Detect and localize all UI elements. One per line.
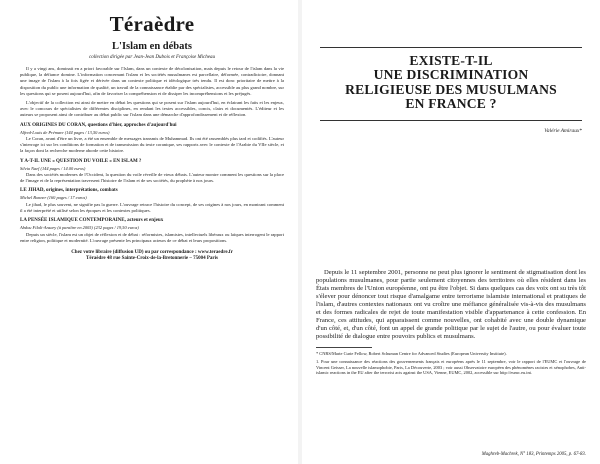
book-entry	[20, 123, 284, 155]
intro-paragraph: L'objectif de la collection est ainsi de mettre en débat les questions qui se posent sur l'islam aujourd'hui, en éclairant les faits et les enjeux, avec le concours de spécialistes de différentes disciplines, en rendant les textes accessibles, concis, clairs et documentés. L'éditeur et les auteurs se proposent ainsi de contribuer au débat public sur l'islam dans une démarche d'approfondissement et de réflexion.	[20, 100, 284, 118]
footnote-divider	[316, 347, 372, 348]
book-author: Alfred-Louis de Prémare	[20, 129, 64, 135]
article-author: Valérie Amiraux*	[544, 127, 582, 134]
book-meta	[20, 195, 284, 200]
footnote: 1. Pour une connaissance des réactions des gouvernements français et européens après le 11 septembre, voir le rapport de l'EUMC et l'ouvrage de Vincent Geisser, La nouvelle islamophobie, Paris, La Découverte, 2003 ; voir aussi Observatoire européen des phénomènes racistes et xénophobes, Anti-islamic reactions in the EU after the terrorist acts against the USA, Vienne, EUMC, 2002, accessible sur http://eumc.eu.int.	[316, 359, 586, 376]
book-details: (144 pages / 14.00 euros)	[40, 165, 86, 171]
article-title-line: UNE DISCRIMINATION	[373, 67, 529, 83]
publisher-address: Téraèdre 48 rue Sainte-Croix-de-la-Bretonnerie – 75004 Paris	[86, 256, 218, 262]
book-entry	[20, 218, 284, 244]
book-meta	[20, 166, 284, 171]
article-title-line: EN FRANCE ?	[405, 96, 497, 112]
book-title: AUX ORIGINES DU CORAN, questions d'hier, approches d'aujourd'hui	[20, 122, 177, 128]
publisher-name: Téraèdre	[109, 12, 195, 36]
book-summary: Dans des sociétés modernes de l'Occident, la question du voile réveille de vieux débats. L'auteur montre comment les questions sur la place de l'image et de la représentation traversent l'histoire de l'islam et de ses sociétés, du prophète à nos jours.	[20, 172, 284, 184]
article-title	[320, 47, 582, 121]
book-details: (144 pages / 13,50 euros)	[64, 129, 110, 135]
book-title: Y A-T-IL UNE « QUESTION DU VOILE » EN ISLAM ?	[20, 158, 142, 164]
book-summary: Le Coran, avant d'être un livre, a été un ensemble de messages transmis de Muhammad. Ils ont été rassemblés plus tard et codifiés. L'auteur s'interroge ici sur les conditions de formation et de transmission du texte coranique, ses rapports avec le contexte de l'Arabie du VIIe siècle, et la façon dont la recherche moderne aborde cette histoire.	[20, 136, 284, 154]
book-title: LA PENSÉE ISLAMIQUE CONTEMPORAINE, acteurs et enjeux	[20, 218, 164, 224]
collection-editors: collection dirigée par Jean-Jean Dubois et Françoise Micheau	[89, 55, 215, 60]
left-page	[0, 0, 298, 464]
ordering-line: Chez votre libraire (diffusion UD) ou par correspondance : www.teraedre.fr	[71, 250, 233, 256]
book-details: (160 pages / 17 euros)	[47, 195, 87, 201]
book-entry	[20, 188, 284, 214]
book-title: LE JIHAD, origines, interprétations, combats	[20, 188, 118, 194]
collection-title: L'Islam en débats	[112, 41, 192, 52]
book-author: Silvia Naef	[20, 165, 40, 171]
book-meta	[20, 225, 284, 230]
article-title-line: EXISTE-T-IL	[409, 53, 493, 68]
book-author: Michel Bonner	[20, 195, 47, 201]
book-entry	[20, 159, 284, 185]
footnote: * CNRS/Marie Curie Fellow, Robert Schuman Centre for Advanced Studies (European University Institute).	[316, 351, 507, 357]
ordering-info	[20, 250, 284, 262]
journal-citation: Maghreb-Machrek, N° 183, Printemps 2005, p. 67-83.	[481, 452, 586, 457]
book-summary: Le jihad, le plus souvent, ne signifie pas la guerre. L'ouvrage retrace l'histoire du concept, de ses origines à nos jours, en montrant comment il a été interprété et utilisé selon les époques et les contextes politiques.	[20, 201, 284, 214]
book-meta	[20, 130, 284, 135]
book-summary: Depuis un siècle, l'islam est un objet de réflexion et de débat : réformistes, islamistes, intellectuels libéraux ou laïques interrogent le rapport entre religion, politique et modernité. L'ouvrage présente les principaux acteurs de ce débat et leurs propositions.	[20, 231, 284, 243]
right-page	[302, 0, 600, 464]
book-author: Abdou Filali-Ansary	[20, 225, 57, 231]
book-details: (à paraître en 2005) (232 pages / 19,50 euros)	[57, 225, 139, 231]
article-paragraph: Depuis le 11 septembre 2001, personne ne peut plus ignorer le sentiment de stigmatisation dont les populations musulmanes, pour partie seulement citoyennes des territoires où elles résident dans les États membres de l'Union européenne, ont pu être l'objet. Si dans quelques cas des voix ont su très tôt s'élever pour dénoncer tout risque d'amalgame entre terrorisme islamiste international et pratiques de l'islam, d'autres contextes nationaux ont vu croître une méfiance généralisée vis-à-vis des musulmans et des formes radicales de rejet de toute manifestation visible d'appartenance à cette confession. En France, ces attitudes, qui apparaissent comme nouvelles, ont cohabité avec une double dynamique d'un côté, et, d'un côté, font un appel de grande politique par le sujet de l'autre, ou pour évaluer toute possibilité de dialogue entre pouvoirs publics et musulmans.	[316, 268, 586, 341]
article-title-line: RELIGIEUSE DES MUSULMANS	[345, 81, 557, 97]
intro-paragraph: Il y a vingt ans, dominait en a priori favorable sur l'Islam, dans un contexte de décolonisation, mais depuis le retour de l'islam dans la vie publique, la défiance domine. L'information concernant l'islam et les sociétés musulmanes est parcellaire, déformée, contradictoire, donnant une image de l'islam à la fois figée et dérivée dans un contexte politique et idéologique très tendu. Il est donc prioritaire de mettre à la disposition du public une information de qualité, un travail de la connaissance établie par des spécialistes, accessible au plus grand nombre, sur les questions qui se posent aujourd'hui, afin de favoriser la compréhension et de dissiper les incompréhensions et les préjugés.	[20, 66, 284, 96]
